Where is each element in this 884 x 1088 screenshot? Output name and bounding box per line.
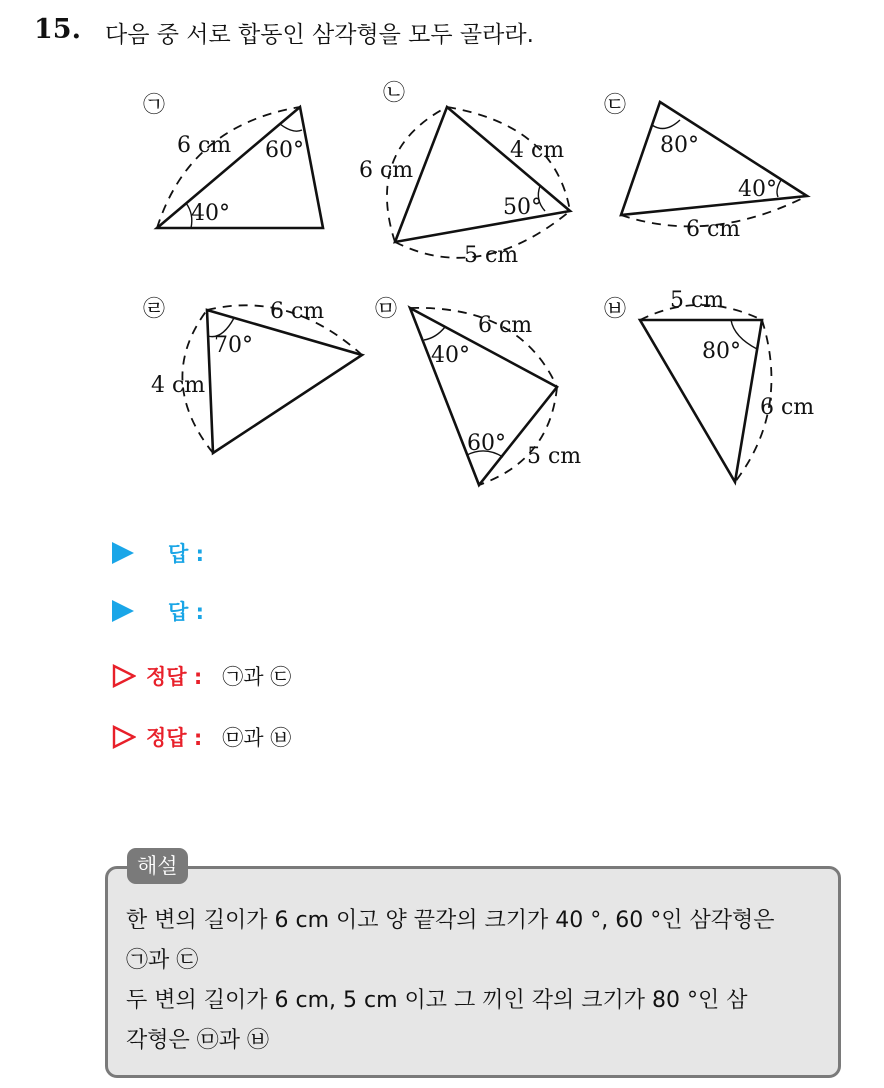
correct-value-1: ㉠과 ㉢: [222, 665, 292, 689]
fig-side-4b: 4 cm: [151, 373, 206, 398]
correct-label-2: 정답 :: [146, 726, 203, 750]
fig-angle-3a: 80°: [660, 133, 699, 158]
answer-row-2: [112, 594, 204, 628]
triangles-figure: [0, 0, 884, 500]
outline-triangle-icon: [112, 664, 136, 688]
explanation-line-3: 두 변의 길이가 6 cm, 5 cm 이고 그 끼인 각의 크기가 80 °인 삼: [126, 988, 748, 1013]
fig-side-6b: 6 cm: [760, 395, 815, 420]
answer-label-1: 답 :: [168, 542, 204, 566]
explanation-line-4: 각형은 ㉤과 ㉥: [126, 1028, 269, 1053]
question-number: 15.: [34, 14, 81, 45]
angle-arc-5a: [424, 327, 445, 340]
fig-angle-4: 70°: [214, 333, 253, 358]
play-triangle-icon: [112, 542, 134, 564]
fig-side-4a: 6 cm: [270, 299, 325, 324]
question-text: 다음 중 서로 합동인 삼각형을 모두 골라라.: [105, 22, 534, 48]
fig-label-6: ㉥: [604, 297, 627, 322]
fig-angle-1b: 40°: [191, 201, 230, 226]
fig-angle-1a: 60°: [265, 138, 304, 163]
fig-label-5: ㉤: [375, 297, 398, 322]
answer-row-1: [112, 536, 204, 570]
fig-angle-5b: 60°: [467, 431, 506, 456]
explanation-line-2: ㉠과 ㉢: [126, 948, 199, 973]
fig-side-2c: 5 cm: [464, 243, 519, 268]
outline-triangle-icon: [112, 725, 136, 749]
triangle-3: [621, 102, 807, 215]
fig-label-4: ㉣: [143, 297, 166, 322]
angle-arc-1a: [280, 124, 302, 131]
correct-label-1: 정답 :: [146, 665, 203, 689]
explanation-line-1: 한 변의 길이가 6 cm 이고 양 끝각의 크기가 40 °, 60 °인 삼각형은: [126, 908, 775, 933]
fig-label-3: ㉢: [604, 93, 627, 118]
explanation-tag: 해설: [127, 848, 188, 884]
fig-side-2b: 4 cm: [510, 138, 565, 163]
angle-arc-3b: [777, 180, 781, 197]
fig-side-6a: 5 cm: [670, 288, 725, 313]
fig-side-3: 6 cm: [686, 217, 741, 242]
correct-row-2: [112, 720, 291, 754]
answer-label-2: 답 :: [168, 600, 204, 624]
fig-angle-2: 50°: [503, 195, 542, 220]
fig-side-1: 6 cm: [177, 133, 232, 158]
fig-label-1: ㉠: [143, 93, 166, 118]
fig-angle-5a: 40°: [431, 343, 470, 368]
fig-angle-3b: 40°: [738, 177, 777, 202]
correct-row-1: [112, 659, 291, 693]
fig-angle-6: 80°: [702, 339, 741, 364]
triangle-2: [395, 107, 570, 242]
fig-side-5a: 6 cm: [478, 313, 533, 338]
correct-value-2: ㉤과 ㉥: [222, 726, 292, 750]
fig-label-2: ㉡: [383, 81, 406, 106]
fig-side-2a: 6 cm: [359, 158, 414, 183]
angle-arc-3a: [652, 120, 680, 129]
triangle-4: [207, 310, 362, 453]
play-triangle-icon: [112, 600, 134, 622]
fig-side-5b: 5 cm: [527, 444, 582, 469]
triangle-6: [640, 320, 762, 482]
